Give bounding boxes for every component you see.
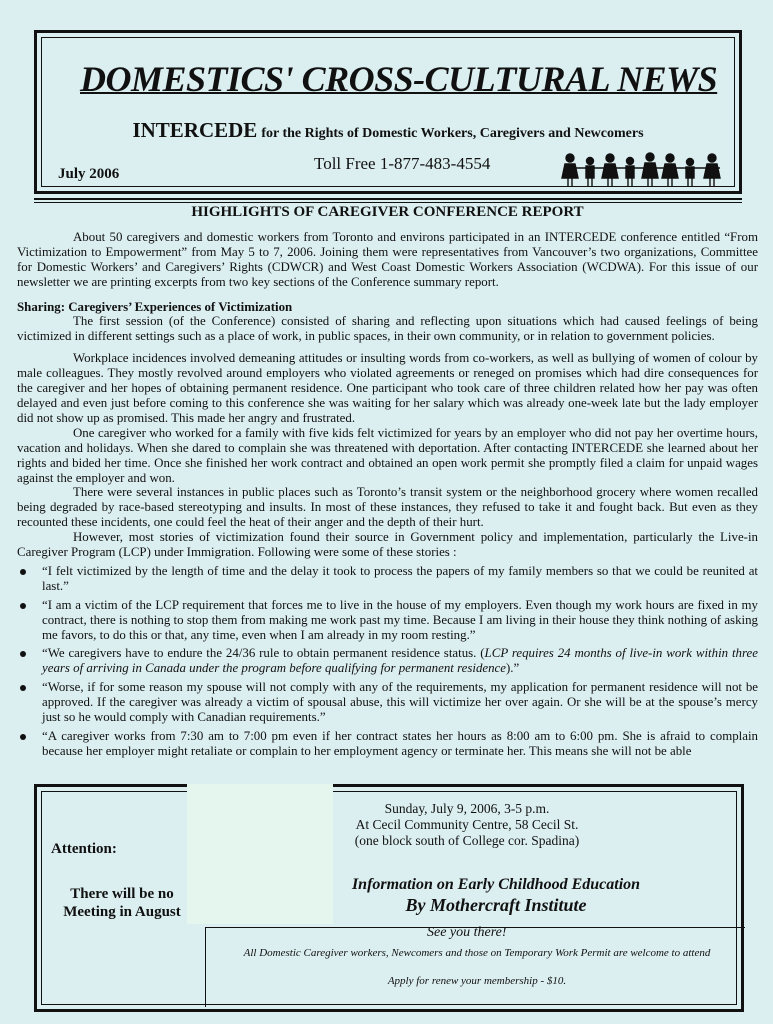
- masthead-inner-border: [41, 37, 735, 187]
- meeting-details: [337, 801, 597, 849]
- attention-label: Attention:: [51, 841, 117, 857]
- organization-tagline: for the Rights of Domestic Workers, Caregivers and Newcomers: [261, 126, 644, 141]
- section-subheading: Sharing: Caregivers’ Experiences of Victimization: [17, 299, 293, 314]
- paragraph: One caregiver who worked for a family with five kids felt victimized for years by an employer who did not pay her overtime hours, vacation and holidays. When she dared to complain she was threatened with deportation. After contacting INTERCEDE she learned about her rights and bided her time. Once she finished her work contract and obtained an open work permit she promptly filed a claim for unpaid wages against the employer and won.: [17, 425, 758, 485]
- no-meeting-notice: There will be no Meeting in August: [63, 886, 181, 920]
- membership-note: Apply for renew your membership - $10.: [387, 975, 567, 987]
- people-holding-hands-icon: [558, 152, 726, 188]
- masthead-bottom-rule-thin: [34, 202, 742, 203]
- quote-bullet: “A caregiver works from 7:30 am to 7:00 pm even if her contract states her hours as 8:00 am to 6:00 pm. She is afraid to complain because her employer might retaliate or complain to her employment agency or terminate her. This means she will not be able: [17, 729, 758, 759]
- quote-text-end: ).”: [506, 661, 520, 676]
- meeting-venue: At Cecil Community Centre, 58 Cecil St.: [355, 817, 579, 832]
- quote-text: “We caregivers have to endure the 24/36 rule to obtain permanent residence status. (: [42, 646, 485, 661]
- masthead: [34, 30, 742, 194]
- toll-free-number: Toll Free 1-877-483-4554: [314, 154, 491, 173]
- meeting-notice-box: [34, 784, 744, 1012]
- welcome-note: All Domestic Caregiver workers, Newcomers and those on Temporary Work Permit are welcome to attend: [243, 947, 711, 959]
- paragraph: Workplace incidences involved demeaning attitudes or insulting words from co-workers, as well as bullying of women of colour by male colleagues. They mostly revolved around employers who violated agreements or reneged on promises which had dire consequences for the caregiver and her hopes of obtaining permanent residence. One participant who took care of three children related how her pay was often delayed and even just before coming to this conference she was waiting for her salary which was already one-week late but the lady employer did not show up as promised. This made her angry and frustrated.: [17, 351, 758, 425]
- newsletter-title: DOMESTICS' CROSS-CULTURAL NEWS: [80, 59, 718, 99]
- meeting-directions: (one block south of College cor. Spadina): [354, 833, 580, 848]
- paragraph: There were several instances in public places such as Toronto’s transit system or the neighborhood grocery where women recalled being degraded by race-based stereotyping and insults. In most of these instances, they refused to take it and fought back. But even as they recounted these incidents, one could feel the heat of their anger and the depth of their hurt.: [17, 485, 758, 530]
- issue-date: July 2006: [58, 166, 120, 182]
- article-intro: About 50 caregivers and domestic workers from Toronto and environs participated in an INTERCEDE conference entitled “From Victimization to Empowerment” from May 5 to 7, 2006. Joining them were representatives from Vancouver’s two organizations, Committee for Domestic Workers’ and Caregivers’ Rights (CDWCR) and West Coast Domestic Workers Association (WCDWA). For this issue of our newsletter we are printing excerpts from two key sections of the Conference summary report.: [17, 229, 758, 289]
- blank-patch: [187, 784, 333, 924]
- topic-presenter: By Mothercraft Institute: [405, 895, 587, 915]
- notice-divider-vertical: [205, 927, 206, 1007]
- masthead-bottom-rule: [34, 198, 742, 200]
- see-you-there: See you there!: [427, 925, 507, 940]
- topic-title: Information on Early Childhood Education: [351, 876, 641, 893]
- organization-line: [42, 118, 734, 143]
- meeting-date: Sunday, July 9, 2006, 3-5 p.m.: [384, 801, 550, 816]
- quote-bullet: “Worse, if for some reason my spouse will not comply with any of the requirements, my application for permanent residence will not be approved. If the caregiver was already a victim of spousal abuse, this will victimize her over again. Or she will be at the spouse’s mercy just so he would comply with Canadian requirements.”: [17, 680, 758, 725]
- quote-bullet: “I am a victim of the LCP requirement that forces me to live in the house of my employers. Even though my work hours are fixed in my contract, there is nothing to stop them from making me work past my time. Because I am living in their house they think nothing of asking me favors, to do this or that, any time, even when I am already in my room resting.”: [17, 598, 758, 643]
- quote-bullet: “I felt victimized by the length of time and the delay it took to process the papers of my family members so that we could be reunited at last.”: [17, 564, 758, 594]
- article: [17, 205, 758, 759]
- paragraph: The first session (of the Conference) consisted of sharing and reflecting upon situations which had caused feelings of being victimized in different settings such as a place of work, in public spaces, in their own community, or in relation to government policies.: [17, 314, 758, 344]
- organization-name: INTERCEDE: [132, 118, 258, 142]
- quote-bullet: [17, 646, 758, 676]
- paragraph: However, most stories of victimization found their source in Government policy and implementation, particularly the Live-in Caregiver Program (LCP) under Immigration. Following were some of these stories :: [17, 530, 758, 560]
- quote-italic-note: LCP requires 24 months of live-in work within three years of arriving in Canada under the program before qualifying for permanent residence: [42, 646, 758, 676]
- meeting-topic: [331, 875, 661, 915]
- article-heading: HIGHLIGHTS OF CAREGIVER CONFERENCE REPORT: [191, 204, 584, 220]
